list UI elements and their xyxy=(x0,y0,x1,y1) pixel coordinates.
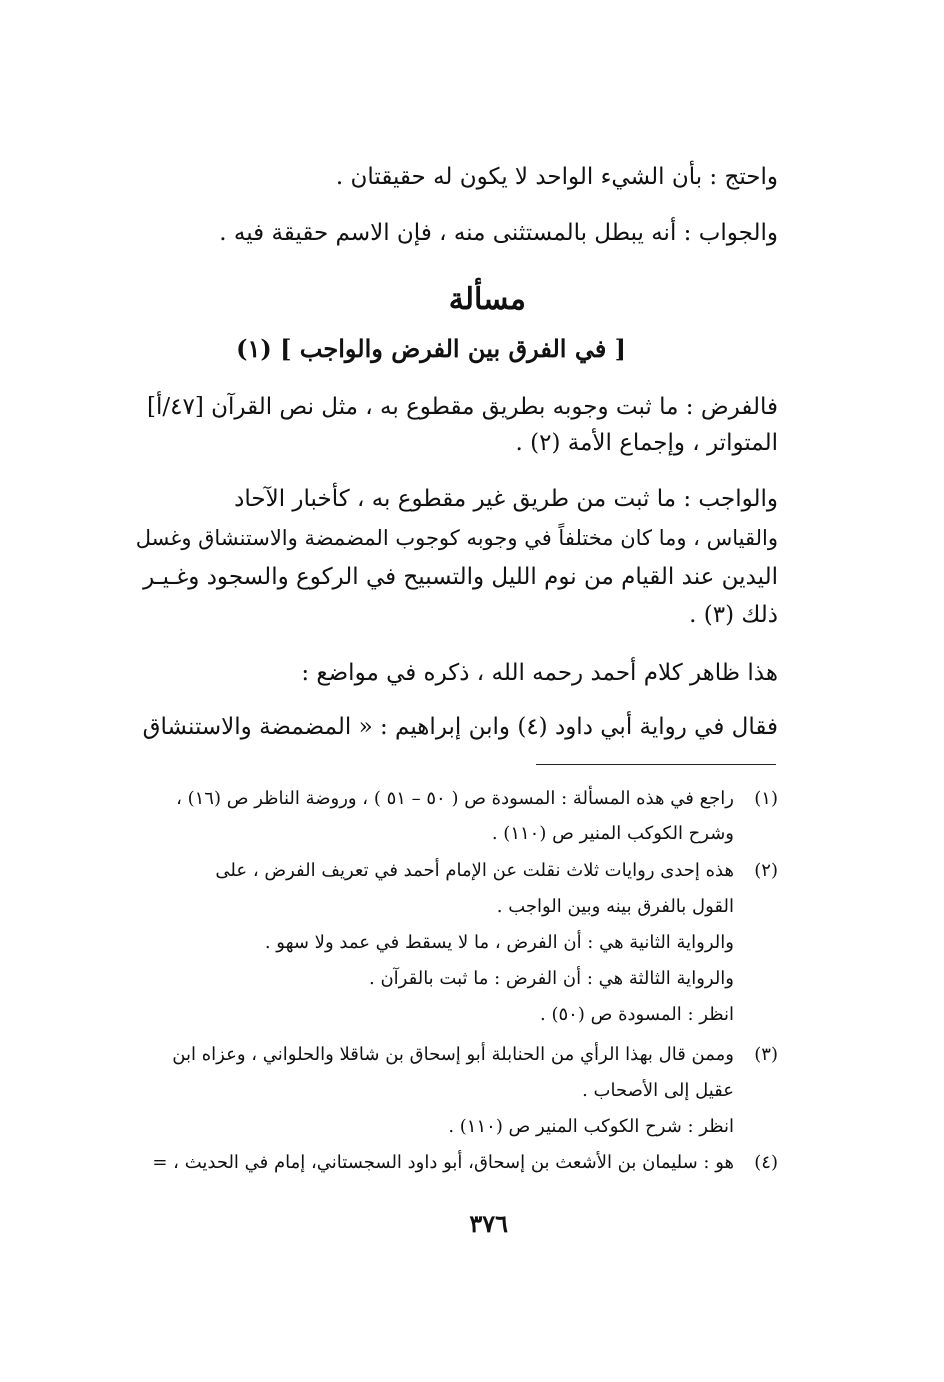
footnote-separator xyxy=(536,764,776,765)
body-line: ذلك (٣) . xyxy=(689,602,778,628)
footnote-number: (٢) xyxy=(754,860,778,881)
body-line: المتواتر ، وإجماع الأمة (٢) . xyxy=(515,430,778,456)
body-line: فقال في رواية أبي داود (٤) وابن إبراهيم : « المضمضة والاستنشاق xyxy=(142,714,778,740)
body-line: والجواب : أنه يبطل بالمستثنى منه ، فإن الاسم حقيقة فيه . xyxy=(219,220,778,246)
footnote-line: والرواية الثانية هي : أن الفرض ، ما لا يسقط في عمد ولا سهو . xyxy=(264,932,734,953)
body-line: والقياس ، وما كان مختلفاً في وجوبه كوجوب المضمضة والاستنشاق وغسل xyxy=(135,526,778,550)
footnote-line: انظر : شرح الكوكب المنير ص (١١٠) . xyxy=(448,1116,734,1137)
body-line: والواجب : ما ثبت من طريق غير مقطوع به ، كأخبار الآحاد xyxy=(234,486,778,512)
footnote-line: وشرح الكوكب المنير ص (١١٠) . xyxy=(491,823,734,844)
body-line: واحتج : بأن الشيء الواحد لا يكون له حقيقتان . xyxy=(335,164,778,190)
body-line: اليدين عند القيام من نوم الليل والتسبيح في الركوع والسجود وغـيـر xyxy=(143,564,778,590)
footnote-line: عقيل إلى الأصحاب . xyxy=(582,1080,734,1101)
footnote-number: (١) xyxy=(754,788,778,809)
footnote-line: القول بالفرق بينه وبين الواجب . xyxy=(496,896,734,917)
page-number: ٣٧٦ xyxy=(469,1209,508,1238)
footnote-number: (٣) xyxy=(754,1044,778,1065)
footnote-number: (٤) xyxy=(754,1152,778,1173)
footnote-line: انظر : المسودة ص (٥٠) . xyxy=(540,1004,734,1025)
footnote-line: هذه إحدى روايات ثلاث نقلت عن الإمام أحمد في تعريف الفرض ، على xyxy=(215,860,734,881)
footnote-line: راجع في هذه المسألة : المسودة ص ( ٥٠ – ٥١ ) ، وروضة الناظر ص (١٦) ، xyxy=(176,788,734,809)
footnote-line: وممن قال بهذا الرأي من الحنابلة أبو إسحاق بن شاقلا والحلواني ، وعزاه ابن xyxy=(172,1044,734,1065)
section-heading: مسألة xyxy=(448,282,526,317)
section-subheading: [ في الفرق بين الفرض والواجب ] (١) xyxy=(236,334,626,363)
footnote-line: والرواية الثالثة هي : أن الفرض : ما ثبت بالقرآن . xyxy=(369,968,734,989)
body-line: فالفرض : ما ثبت وجوبه بطريق مقطوع به ، مثل نص القرآن [٤٧/أ] xyxy=(146,394,778,420)
body-line: هذا ظاهر كلام أحمد رحمه الله ، ذكره في مواضع : xyxy=(301,660,778,686)
footnote-line: هو : سليمان بن الأشعث بن إسحاق، أبو داود السجستاني، إمام في الحديث ، = xyxy=(152,1152,734,1173)
